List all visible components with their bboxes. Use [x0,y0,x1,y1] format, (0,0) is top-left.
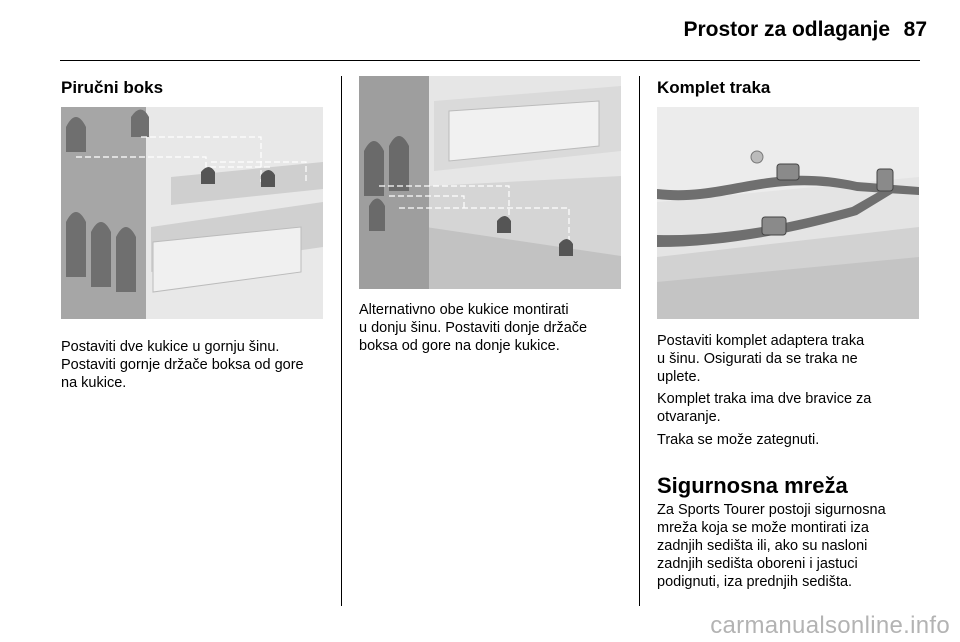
illustration-box-lower-rail [359,76,621,289]
col3-p4-line-3: zadnjih sedišta ili, ako su nasloni [657,538,868,554]
page-header-title: Prostor za odlaganje [683,18,890,41]
col2-line-2: u donju šinu. Postaviti donje držače [359,320,588,336]
col2-line-1: Alternativno obe kukice montirati [359,302,569,318]
col3-paragraph-2 [657,390,932,426]
column-divider-1 [341,76,342,606]
heading-strap-kit: Komplet traka [657,78,771,97]
column-divider-2 [639,76,640,606]
illustration-strap-kit [657,107,919,319]
col3-p1-line-1: Postaviti komplet adaptera traka [657,333,865,349]
col3-p4-line-1: Za Sports Tourer postoji sigurnosna [657,502,886,518]
col3-paragraph-1 [657,332,932,386]
col1-paragraph [61,338,336,392]
col3-p2-line-1: Komplet traka ima dve bravice za [657,391,872,407]
col1-line-3: na kukice. [61,375,127,391]
col3-p1-line-3: uplete. [657,369,701,385]
col3-paragraph-3 [657,431,932,449]
col3-p1-line-2: u šinu. Osigurati da se traka ne [657,351,858,367]
col1-line-1: Postaviti dve kukice u gornju šinu. [61,339,280,355]
col1-line-2: Postaviti gornje držače boksa od gore [61,357,304,373]
header-rule [60,60,920,61]
col3-p2-line-2: otvaranje. [657,409,721,425]
col3-p4-line-4: zadnjih sedišta oboreni i jastuci [657,556,858,572]
col3-p4-line-2: mreža koja se može montirati iza [657,520,869,536]
watermark: carmanualsonline.info [710,612,950,639]
col3-p4-line-5: podignuti, iza prednjih sedišta. [657,574,853,590]
heading-handy-box: Piručni boks [61,78,164,97]
illustration-box-upper-rail [61,107,323,319]
col2-paragraph [359,301,634,355]
col3-paragraph-4 [657,501,932,591]
col2-line-3: boksa od gore na donje kukice. [359,338,560,354]
col3-p3-line-1: Traka se može zategnuti. [657,432,820,448]
page-number: 87 [903,18,927,41]
heading-safety-net: Sigurnosna mreža [657,473,848,498]
